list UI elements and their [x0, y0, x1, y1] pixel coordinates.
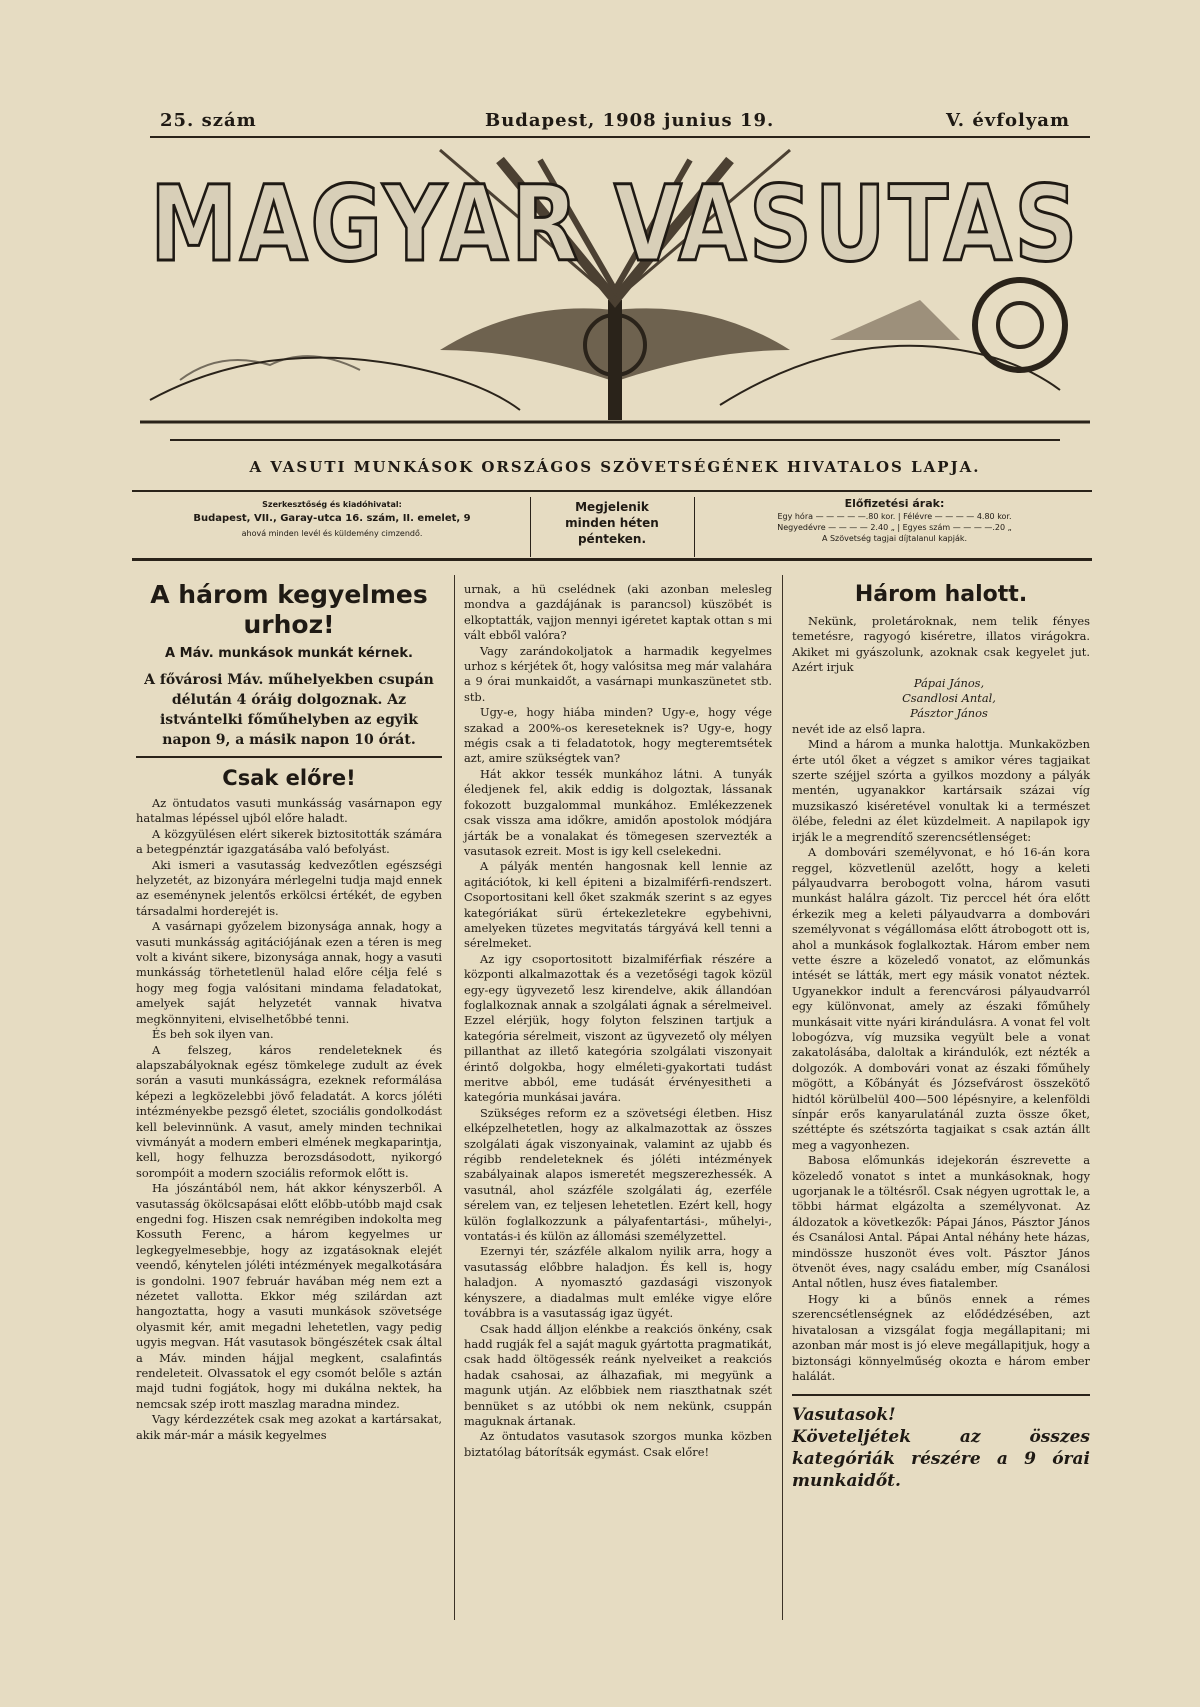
column-1 [136, 580, 442, 1443]
paragraph: Nekünk, proletároknak, nem telik fényes temetésre, ragyogó kiséretre, illatos virágokra. Akiket mi gyászolunk, azoknak csak kegyelet jut. Azért irjuk [792, 614, 1090, 675]
office-note: ahová minden levél és küldemény cimzendő. [241, 529, 423, 538]
header-rule [150, 136, 1090, 138]
victim-name: Pásztor János [910, 706, 988, 721]
subscription-line-2: Negyedévre — — — — 2.40 „ | Egyes szám — — — —.20 „ [777, 523, 1012, 532]
info-bottom-rule [132, 558, 1092, 561]
paragraph: Ugy-e, hogy hiába minden? Ugy-e, hogy vége szakad a 200%-os kereseteknek is? Ugy-e, hogy mégis csak a ti feladatotok, hogy megteremtsétek azt, amire szükségtek van? [464, 705, 772, 766]
publish-line-3: pénteken. [577, 532, 647, 546]
publication-info [532, 497, 692, 559]
info-top-rule [132, 490, 1092, 492]
paragraph: Az igy csoportositott bizalmiférfiak részére a központi alkalmazottak és a vezetőségi tagok közül egy-egy ügyvezető lesz kirendelve, akik állandóan foglalkoznak annak a szolgálati ágnak a sérelmeivel. Ezzel elérjük, hogy folyton felszinen tartjuk a kategória sérelmeit, viszont az ügyvezető oly mélyen pillanthat az illető kategória szolgálati viszonyait érintő dolgokba, hogy elméleti-gyakortati tudást meritve abból, eme tudását érvényesitheti a kategória munkásai javára. [464, 951, 772, 1105]
paragraph: Az öntudatos vasutasok szorgos munka közben biztatólag bátorítsák egymást. Csak előre! [464, 1429, 772, 1459]
office-title: Szerkesztőség és kiadóhivatal: [262, 500, 402, 509]
article-headline: A három kegyelmes urhoz! [150, 580, 428, 639]
paragraph: Az öntudatos vasuti munkásság vasárnapon egy hatalmas lépéssel ujból előre haladt. [136, 796, 442, 826]
info-divider-1 [530, 497, 531, 557]
victim-name: Pápai János, [913, 675, 985, 690]
section-title: Csak előre! [222, 766, 356, 790]
paragraph: A felszeg, káros rendeleteknek és alapszabályoknak egész tömkelege zudult az évek során a vasuti munkásságra, ezeknek reformálása képezi a legközelebbi jövő feladatát. A korcs jóléti intézményekbe pezsgő életet, szociális gondolkodást kell belevinnünk. A vasut, amely minden technikai vivmányát a modern emberi elmének megkaparintja, kell, hogy felhuzza berozsdásodott, nyikorgó sorompóit a modern szociális reformok előtt is. [136, 1042, 442, 1180]
paragraph: nevét ide az első lapra. [792, 721, 926, 736]
subscription-note: A Szövetség tagjai díjtalanul kapják. [821, 534, 968, 543]
column-3 [792, 580, 1090, 1492]
office-address: Budapest, VII., Garay-utca 16. szám, II. emelet, 9 [193, 513, 471, 524]
victim-name: Csandlosi Antal, [902, 691, 996, 706]
info-box [132, 497, 1092, 557]
paragraph: A vasárnapi győzelem bizonysága annak, hogy a vasuti munkásság agitációjának ezen a téren is meg volt a kivánt sikere, bizonysága annak, hogy a vasuti munkásság törhetetlenül halad előre célja felé s hogy meg fogja valósitani mindama feladatokat, amelyek saját helyzetét vannak hivatva megkönnyiteni, elviselhetőbbé tenni. [136, 919, 442, 1026]
paragraph: Aki ismeri a vasutasság kedvezőtlen egészségi helyzetét, az bizonyára mérlegelni tudja majd ennek az eseménynek jelentős erkölcsi értékét, de egyben társadalmi horderejét is. [136, 857, 442, 918]
paragraph: Csak hadd álljon elénkbe a reakciós önkény, csak hadd rugják fel a saját maguk gyártotta pragmatikát, csak hadd öltögessék reánk nyelveiket a reakciós hadak csahosai, az álhazafiak, mi megyünk a magunk utján. Az előbbiek nem riaszthatnak szét bennüket s az utóbbi ok nem nekünk, csuppán maguknak ártanak. [464, 1321, 772, 1428]
column-2 [464, 582, 772, 1460]
cta-heading: Vasutasok! [792, 1405, 896, 1426]
dateline: Budapest, 1908 junius 19. [485, 110, 775, 131]
paragraph: Hát akkor tessék munkához látni. A tunyák éledjenek fel, akik eddig is dolgoztak, lássanak fokozott buzgalommal munkához. Emlékezzenek csak vissza ama időkre, amidőn apostolok módjára járták be a vonalakat és tömegesen szervezték a vasutasok ezreit. Most is igy kell cselekedni. [464, 766, 772, 858]
article-subhead: A Máv. munkások munkát kérnek. [165, 646, 413, 661]
paragraph: A pályák mentén hangosnak kell lennie az agitációtok, ki kell épiteni a bizalmiférfi-rendszert. Csoportositani kell őket szakmák szerint s az egyes kategóriákat sürü értekezletekre egybehivni, amelyeken tüzetes megvitatás tárgyává kell tenni a sérelmeket. [464, 859, 772, 951]
paragraph: Vagy zarándokoljatok a harmadik kegyelmes urhoz s kérjétek őt, hogy valósitsa meg már valahára a 9 órai munkaidőt, a vasárnapi munkaszünetet stb. stb. [464, 643, 772, 704]
masthead-subtitle: A VASUTI MUNKÁSOK ORSZÁGOS SZÖVETSÉGÉNEK HIVATALOS LAPJA. [249, 458, 981, 476]
info-divider-2 [694, 497, 695, 557]
subscription-info [697, 497, 1092, 557]
cta-text: Követeljétek az összes kategóriák részére a 9 órai munkaidőt. [792, 1427, 1090, 1492]
paragraph: A dombovári személyvonat, e hó 16-án kora reggel, közvetlenül azelőtt, hogy a keleti pályaudvarra berobogott volna, három vasuti munkást halálra gázolt. Tiz perccel hét óra előtt érkezik meg a keleti pályaudvarra a dombovári személyvonat s végállomása előtt átrobogott ott is, ahol a munkások foglalkoztak. Három ember nem vette észre a közeledő vonatot, az előmunkás intését se látták, mert egy másik vonatot néztek. Ugyanekkor indult a ferencvárosi pályaudvarról egy különvonat, amely az északi főműhely munkásait vitte nyári kirándulásra. A vonat fel volt lobogózva, víg muzsika vegyült bele a vonat zakatolásába, daloltak a kirándulók, ezt nézték a dolgozók. A dombovári vonat az északi főműhely mögött, a Kőbányát és Józsefvárost összekötő hidtól körülbelül 400—500 lépésnyire, a kelenföldi sínpár erős kanyarulatánál zuzta össze őket, széttépte és szétszórta tagjaikat s csak aztán állt meg a vagyonhezen. [792, 845, 1090, 1152]
issue-number: 25. szám [160, 110, 257, 131]
paragraph: A közgyülésen elért sikerek biztositották számára a betegpénztár igazgatásába való befolyást. [136, 826, 442, 857]
section-rule [136, 756, 442, 758]
paragraph: Mind a három a munka halottja. Munkaközben érte utól őket a végzet s amikor véres tagjaikat szerte széjjel szórta a gyilkos mozdony a pályák mentén, ugyanakkor kartársaik százai víg muzsikaszó kiséretével vonultak ki a természet ölébe, feledni az élet küzdelmeit. A napilapok igy irják le a megrendítő szerencsétlenséget: [792, 737, 1090, 844]
masthead [140, 150, 1090, 450]
office-info [132, 497, 532, 557]
column-divider-1 [454, 575, 455, 1620]
article-headline: Három halott. [854, 582, 1028, 607]
header-line [140, 108, 1090, 136]
paragraph: És beh sok ilyen van. [152, 1027, 274, 1042]
paragraph: Szükséges reform ez a szövetségi életben. Hisz elképzelhetetlen, hogy az alkalmazottak az összes szolgálati ágak viszonyainak, valamint az ujabb és régibb rendeleteknek és jóléti intézmények szabályainak alapos ismeretét megszerezhessék. A vasutnál, ahol százféle szolgálati ág, ezerféle sérelem van, ez teljesen lehetetlen. Ezért kell, hogy külön foglalkozzunk a pályafentartási-, műhelyi-, vontatás-i és külön az állomási személyzettel. [464, 1105, 772, 1244]
paragraph: Babosa előmunkás idejekorán észrevette a közeledő vonatot s intet a munkásoknak, hogy ugorjanak le a töltésről. Csak négyen ugrottak le, a többi hármat elgázolta a személyvonat. Az áldozatok a következők: Pápai János, Pásztor János és Csanálosi Antal. Pápai Antal néhány hete házas, mindössze huszonöt éves volt. Pásztor János ötvenöt éves, nagy családu ember, míg Csanálosi Antal nőtlen, husz éves fiatalember. [792, 1153, 1090, 1291]
publish-line-1: Megjelenik [575, 500, 649, 514]
subscription-title: Előfizetési árak: [844, 497, 945, 510]
masthead-title: MAGYAR VASUTAS [150, 163, 1080, 285]
paragraph: urnak, a hü cselédnek (aki azonban melesleg mondva a gazdájának is parancsol) küszöbét is elkoptatták, vajjon mennyi igéretet kaptak ottan s mi vált ebből valóra? [464, 582, 772, 643]
paragraph: Ezernyi tér, százféle alkalom nyilik arra, hogy a vasutasság előbbre haladjon. És kell is, hogy haladjon. A nyomasztó gazdasági viszonyok kényszere, a diadalmas mult emléke vigye előre továbbra is a vasutasság igaz ügyét. [464, 1244, 772, 1321]
volume: V. évfolyam [945, 110, 1070, 131]
publish-line-2: minden héten [565, 516, 659, 530]
paragraph: Vagy kérdezzétek csak meg azokat a kartársakat, akik már-már a másik kegyelmes [136, 1412, 442, 1442]
subscription-line-1: Egy hóra — — — — —.80 kor. | Félévre — — — — 4.80 kor. [777, 512, 1012, 521]
cta-rule [792, 1394, 1090, 1396]
column-divider-2 [782, 575, 783, 1620]
paragraph: Hogy ki a bűnös ennek a rémes szerencsétlenségnek az elődédzésében, azt hivatalosan a vizsgálat fogja megállapitani; mi azonban már most is jó eleve megállapitjuk, hogy a biztonsági könnyelműség okozta e három ember halálát. [792, 1291, 1090, 1383]
paragraph: Ha jószántából nem, hát akkor kényszerből. A vasutasság ökölcsapásai előtt előbb-utóbb majd csak engedni fog. Hiszen csak nemrégiben indokolta meg Kossuth Ferenc, a három kegyelmes ur legkegyelmesebbje, hogy az izgatásoknak elejét veendő, kénytelen jóléti intézmények megalkotására is gondolni. 1907 február havában még nem ezt a nézetet vallotta. Ekkor még szilárdan azt hangoztatta, hogy a vasuti munkások szövetsége olyasmit kér, amit megadni lehetetlen, vagy pedig ugyis megvan. Hát vasutasok böngészétek csak által a Máv. minden hájjal megkent, csalafintás rendeleteit. Olvassatok el egy csomót belőle s aztán majd tudni fogjátok, hogy mi dukálna nektek, ha nemcsak szép irott maszlag maradna mindez. [136, 1181, 442, 1411]
article-lead: A fővárosi Máv. műhelyekben csupán délután 4 óráig dolgoznak. Az istvántelki főműhelyben az egyik napon 9, a másik napon 10 órát. [144, 672, 434, 748]
